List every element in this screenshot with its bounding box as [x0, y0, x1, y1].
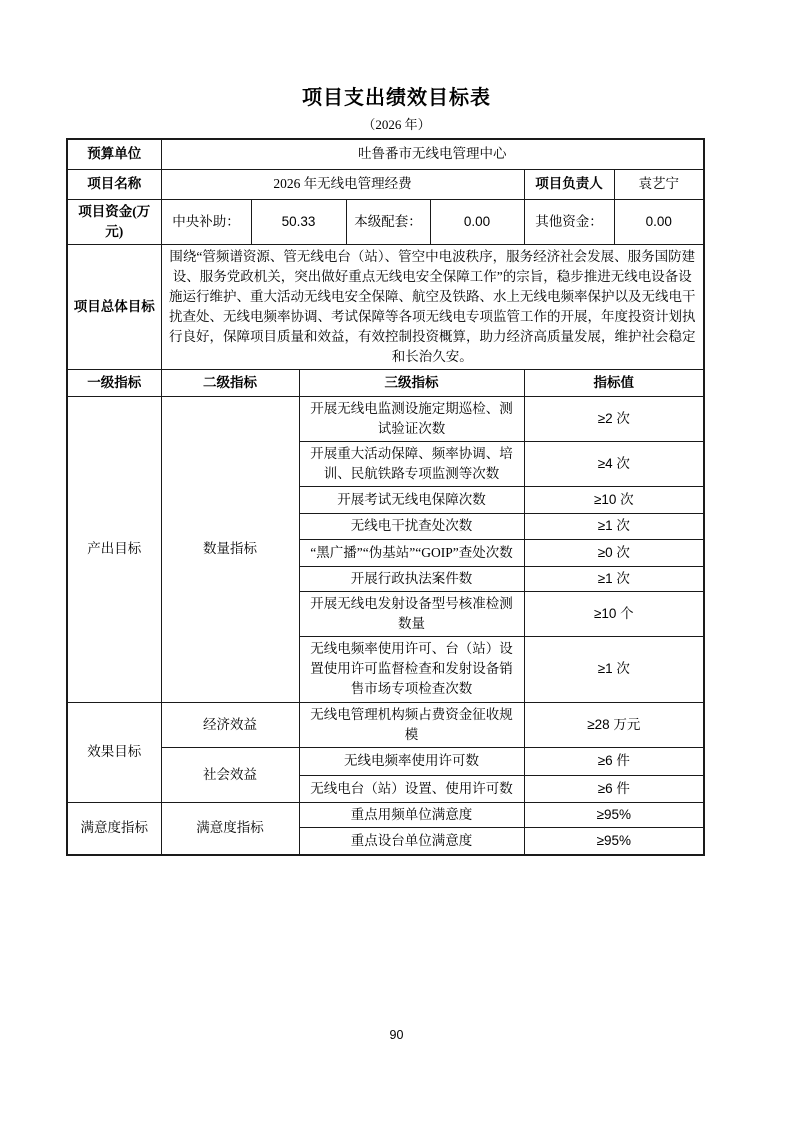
- indicator-value-cell: ≥1 次: [524, 566, 704, 591]
- other-funds-label-cell: 其他资金：: [524, 199, 614, 244]
- indicator-value-cell: ≥95%: [524, 802, 704, 827]
- budget-unit-row: [67, 139, 704, 169]
- project-leader-label-cell: 项目负责人: [524, 169, 614, 199]
- indicator-value-cell: ≥2 次: [524, 396, 704, 441]
- indicator-l3-cell: 开展无线电发射设备型号核准检测数量: [299, 591, 524, 636]
- page-number: 90: [389, 1028, 404, 1042]
- indicator-l3-cell: 开展考试无线电保障次数: [299, 486, 524, 513]
- project-name-label-cell: 项目名称: [67, 169, 161, 199]
- indicator-l3-cell: 无线电频率使用许可数: [299, 747, 524, 775]
- indicator-row: [67, 747, 704, 775]
- indicator-header-row: [67, 369, 704, 396]
- indicator-l3-cell: 开展行政执法案件数: [299, 566, 524, 591]
- header-value-cell: 指标值: [524, 369, 704, 396]
- indicator-l3-cell: 开展无线电监测设施定期巡检、测试验证次数: [299, 396, 524, 441]
- doc-title: 项目支出绩效目标表: [302, 87, 491, 109]
- indicator-value-cell: ≥1 次: [524, 636, 704, 702]
- indicator-value-cell: ≥10 次: [524, 486, 704, 513]
- funds-label-cell: 项目资金(万元): [67, 199, 161, 244]
- header-l2-cell: 二级指标: [161, 369, 299, 396]
- indicator-l3-cell: 无线电干扰查处次数: [299, 513, 524, 539]
- output-goal-cell: 产出目标: [67, 396, 161, 702]
- indicator-l3-cell: 重点设台单位满意度: [299, 827, 524, 855]
- social-benefit-cell: 社会效益: [161, 747, 299, 802]
- indicator-row: [67, 802, 704, 827]
- budget-unit-label-cell: 预算单位: [67, 139, 161, 169]
- indicator-value-cell: ≥6 件: [524, 775, 704, 802]
- indicator-l3-cell: 重点用频单位满意度: [299, 802, 524, 827]
- performance-target-table: [66, 138, 705, 856]
- economic-benefit-cell: 经济效益: [161, 702, 299, 747]
- local-matching-label-cell: 本级配套：: [346, 199, 430, 244]
- indicator-row: [67, 702, 704, 747]
- indicator-l3-cell: “黑广播”“伪基站”“GOIP”查处次数: [299, 539, 524, 566]
- overall-goal-row: [67, 244, 704, 369]
- project-leader-value-cell: 袁艺宁: [614, 169, 704, 199]
- indicator-value-cell: ≥0 次: [524, 539, 704, 566]
- overall-goal-label-cell: 项目总体目标: [67, 244, 161, 369]
- header-l3-cell: 三级指标: [299, 369, 524, 396]
- central-subsidy-value-cell: 50.33: [251, 199, 346, 244]
- indicator-l3-cell: 无线电频率使用许可、台（站）设置使用许可监督检查和发射设备销售市场专项检查次数: [299, 636, 524, 702]
- indicator-value-cell: ≥95%: [524, 827, 704, 855]
- local-matching-value-cell: 0.00: [430, 199, 524, 244]
- project-name-value-cell: 2026 年无线电管理经费: [161, 169, 524, 199]
- quantity-indicator-cell: 数量指标: [161, 396, 299, 702]
- indicator-l3-cell: 无线电台（站）设置、使用许可数: [299, 775, 524, 802]
- satisfaction-l2-cell: 满意度指标: [161, 802, 299, 855]
- doc-subtitle: （2026 年）: [362, 117, 431, 132]
- central-subsidy-label-cell: 中央补助：: [161, 199, 251, 244]
- project-name-row: [67, 169, 704, 199]
- indicator-value-cell: ≥4 次: [524, 441, 704, 486]
- effect-goal-cell: 效果目标: [67, 702, 161, 802]
- indicator-l3-cell: 开展重大活动保障、频率协调、培训、民航铁路专项监测等次数: [299, 441, 524, 486]
- budget-unit-value-cell: 吐鲁番市无线电管理中心: [161, 139, 704, 169]
- indicator-value-cell: ≥10 个: [524, 591, 704, 636]
- header-l1-cell: 一级指标: [67, 369, 161, 396]
- project-funds-row: [67, 199, 704, 244]
- indicator-row: [67, 396, 704, 441]
- indicator-l3-cell: 无线电管理机构频占费资金征收规模: [299, 702, 524, 747]
- indicator-value-cell: ≥28 万元: [524, 702, 704, 747]
- indicator-value-cell: ≥6 件: [524, 747, 704, 775]
- satisfaction-l1-cell: 满意度指标: [67, 802, 161, 855]
- indicator-value-cell: ≥1 次: [524, 513, 704, 539]
- overall-goal-text-cell: 围绕“管频谱资源、管无线电台（站）、管空中电波秩序，服务经济社会发展、服务国防建设、服务党政机关，突出做好重点无线电安全保障工作”的宗旨，稳步推进无线电设备设施运行维护、重大活动无线电安全保障、航空及铁路、水上无线电频率保护以及无线电干扰查处、无线电频率协调、考试保障等各项无线电专项监管工作的开展，年度投资计划执行良好，保障项目质量和效益，有效控制投资概算，助力经济高质量发展，维护社会稳定和长治久安。: [161, 244, 704, 369]
- other-funds-value-cell: 0.00: [614, 199, 704, 244]
